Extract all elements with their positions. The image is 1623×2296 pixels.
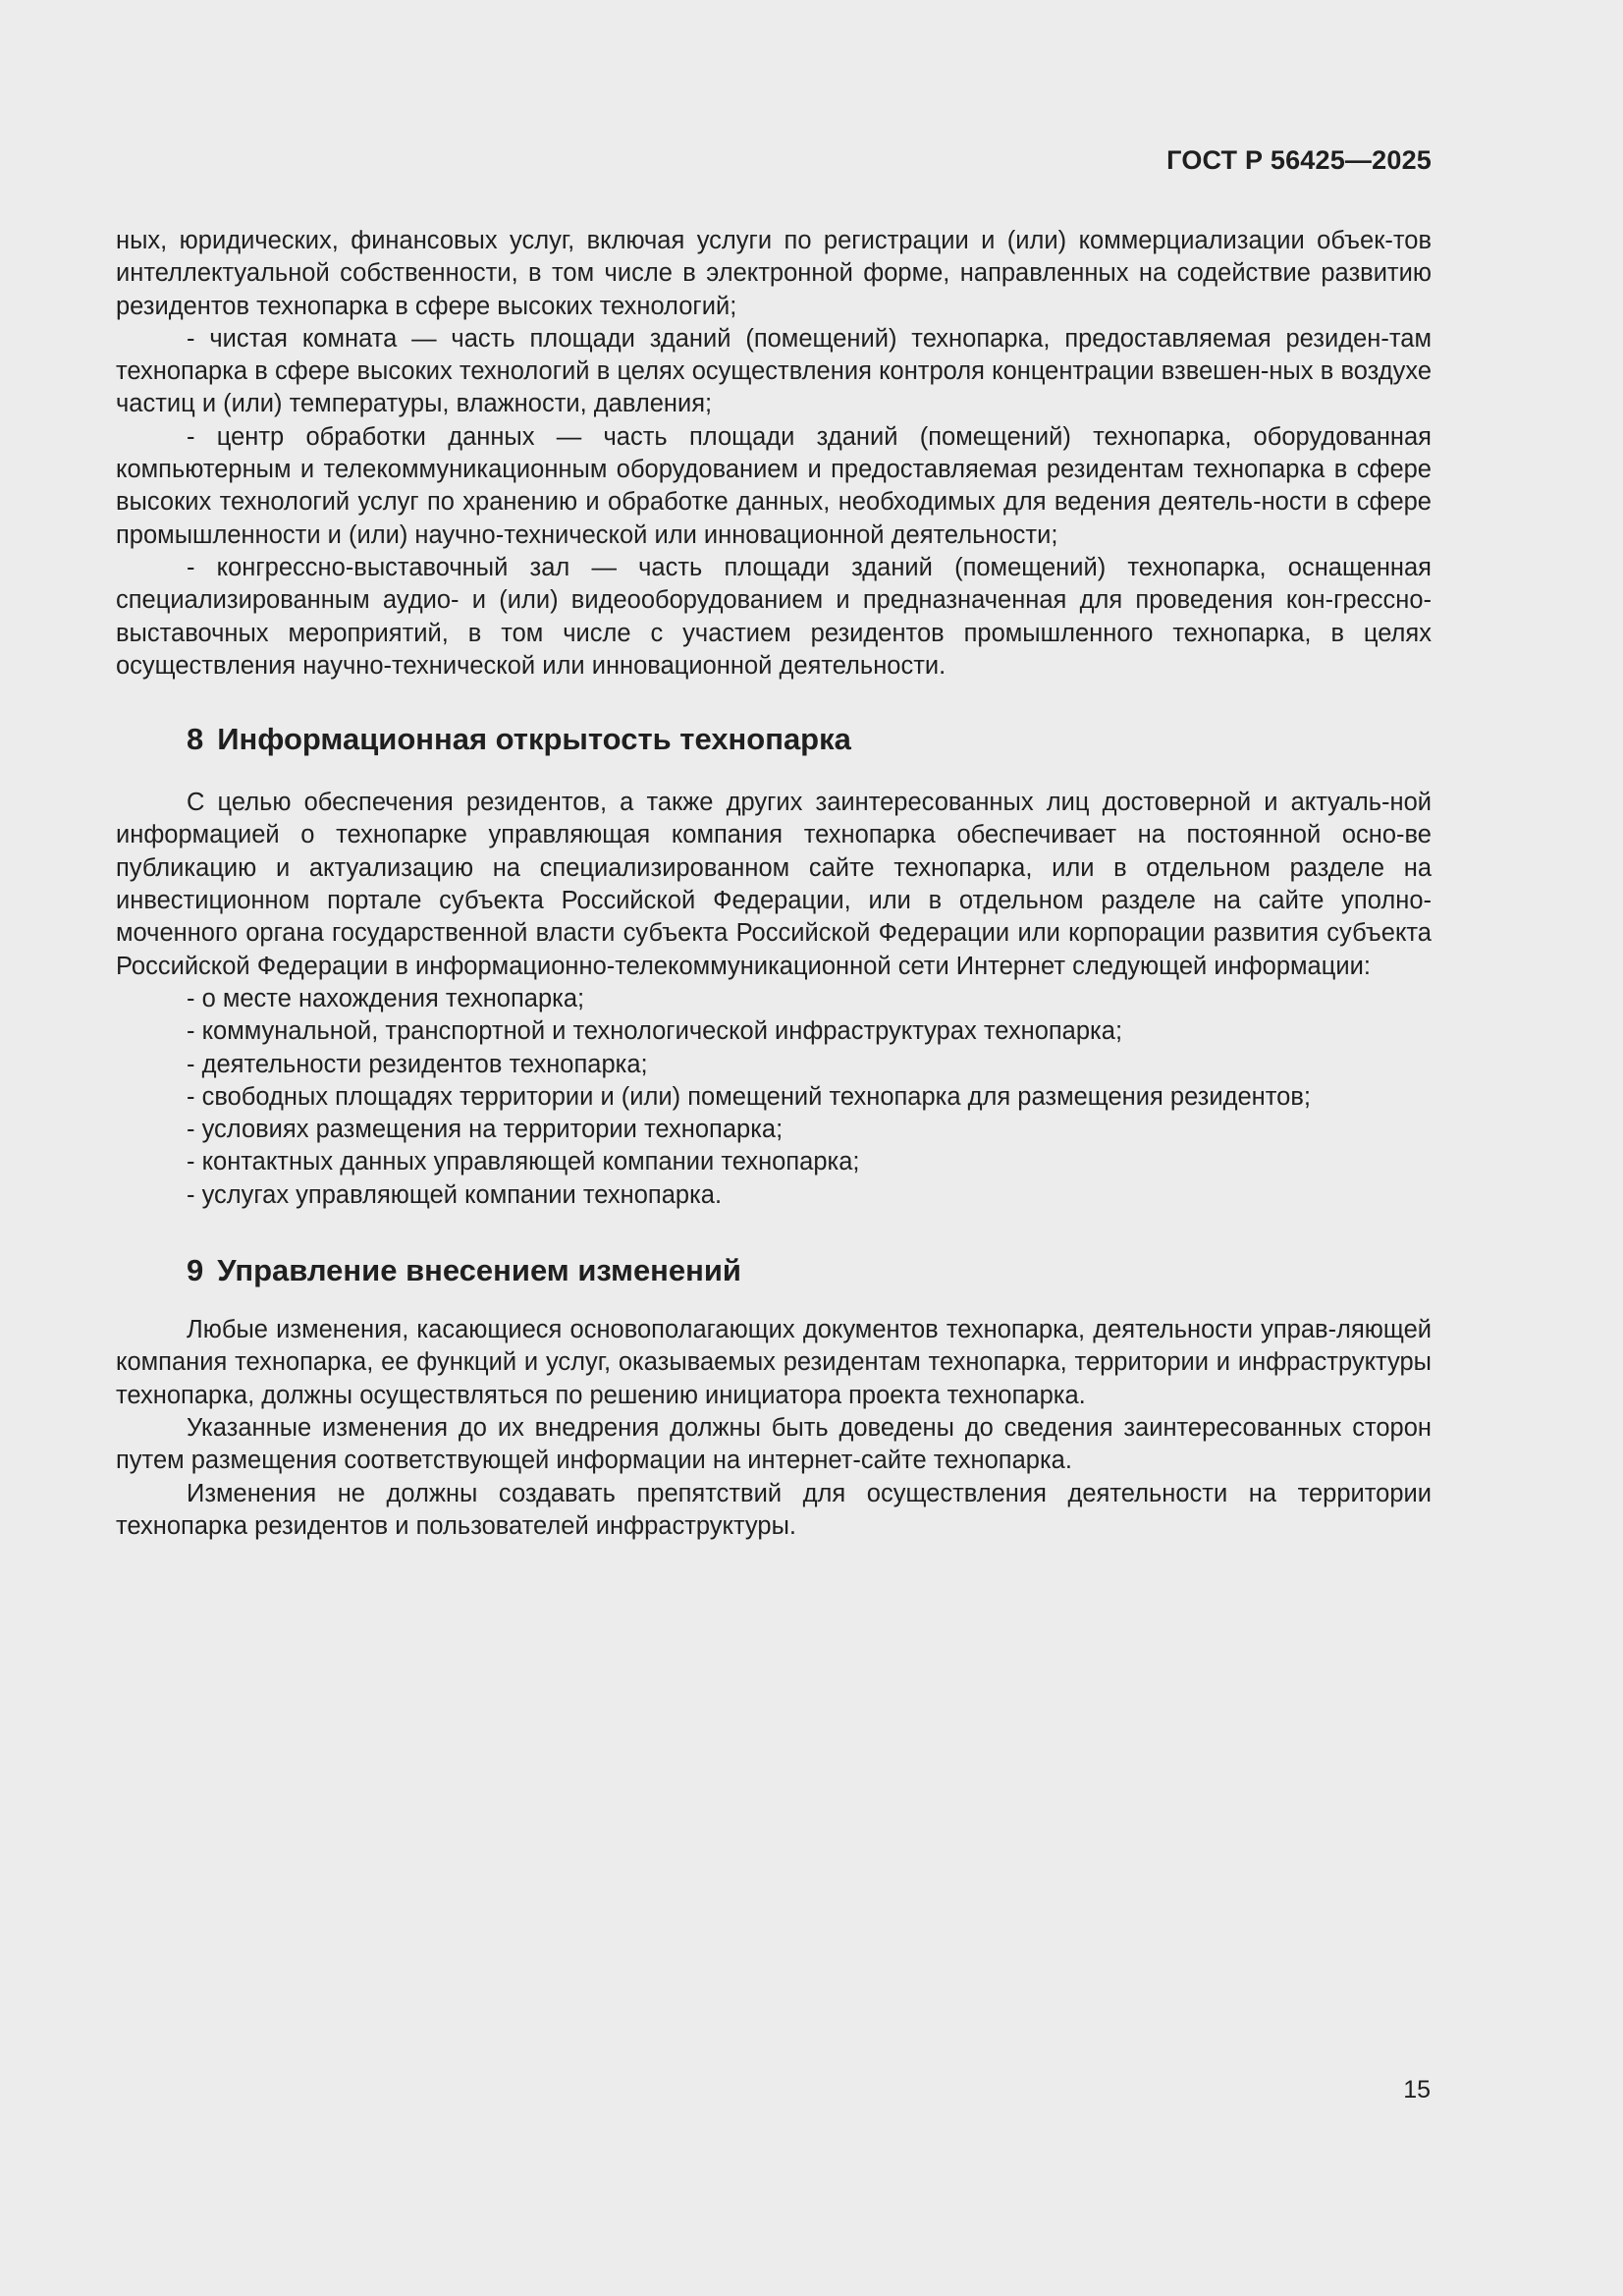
definition-congress-hall: - конгрессно-выставочный зал — часть площади зданий (помещений) технопарка, оснащенная специализированным аудио- и (или) видеооборудованием и предназначенная для проведения кон-грессно-выставочных мероприятий, в том числе с участием резидентов промышленного технопарка, в целях осуществления научно-технической или инновационной деятельности. <box>116 553 1432 680</box>
document-body <box>116 225 1432 1543</box>
list-item: - контактных данных управляющей компании технопарка; <box>187 1148 860 1176</box>
list-item: - условиях размещения на территории технопарка; <box>187 1116 784 1144</box>
section-9-paragraph: Изменения не должны создавать препятствий для осуществления деятельности на территории технопарка резидентов и пользователей инфраструктуры. <box>116 1479 1432 1540</box>
section-9-heading <box>116 1251 1432 1290</box>
document-code: ГОСТ Р 56425—2025 <box>1166 145 1432 175</box>
section-8-list <box>116 983 1432 1212</box>
continuation-paragraph: ных, юридических, финансовых услуг, включая услуги по регистрации и (или) коммерциализации объек-тов интеллектуальной собственности, в том числе в электронной форме, направленных на содействие развитию резидентов технопарка в сфере высоких технологий; <box>116 227 1432 320</box>
list-item: - коммунальной, транспортной и технологической инфраструктурах технопарка; <box>187 1017 1123 1046</box>
section-9-paragraph: Указанные изменения до их внедрения должны быть доведены до сведения заинтересованных сторон путем размещения соответствующей информации на интернет-сайте технопарка. <box>116 1413 1432 1475</box>
list-item: - свободных площадях территории и (или) помещений технопарка для размещения резидентов; <box>187 1082 1311 1111</box>
section-8-heading <box>116 720 1432 759</box>
definition-data-center: - центр обработки данных — часть площади зданий (помещений) технопарка, оборудованная компьютерным и телекоммуникационным оборудованием и предоставляемая резидентам технопарка в сфере высоких технологий услуг по хранению и обработке данных, необходимых для ведения деятель-ности в сфере промышленности и (или) научно-технической или инновационной деятельности; <box>116 422 1432 549</box>
section-8-title: Информационная открытость технопарка <box>217 722 851 757</box>
section-9-number: 9 <box>187 1253 204 1288</box>
definition-clean-room: - чистая комната — часть площади зданий (помещений) технопарка, предоставляемая резиден-там технопарка в сфере высоких технологий в целях осуществления контроля концентрации взвешен-ных в воздухе частиц и (или) температуры, влажности, давления; <box>116 324 1432 418</box>
list-item: - деятельности резидентов технопарка; <box>187 1050 648 1078</box>
section-8-paragraph: С целью обеспечения резидентов, а также других заинтересованных лиц достоверной и актуаль-ной информацией о технопарке управляющая компания технопарка обеспечивает на постоянной осно-ве публикацию и актуализацию на специализированном сайте технопарка, или в отдельном разделе на инвестиционном портале субъекта Российской Федерации, или в отдельном разделе на сайте уполно-моченного органа государственной власти субъекта Российской Федерации или корпорации развития субъекта Российской Федерации в информационно-телекоммуникационной сети Интернет следующей информации: <box>116 789 1432 980</box>
section-9-paragraph: Любые изменения, касающиеся основополагающих документов технопарка, деятельности управ-ляющей компания технопарка, ее функций и услуг, оказываемых резидентам технопарка, территории и инфраструктуры технопарка, должны осуществляться по решению инициатора проекта технопарка. <box>116 1316 1432 1409</box>
list-item: - о месте нахождения технопарка; <box>187 984 585 1012</box>
section-8-number: 8 <box>187 722 204 757</box>
list-item: - услугах управляющей компании технопарка. <box>187 1180 723 1209</box>
page-number: 15 <box>1403 2076 1431 2104</box>
section-9-title: Управление внесением изменений <box>217 1253 741 1288</box>
